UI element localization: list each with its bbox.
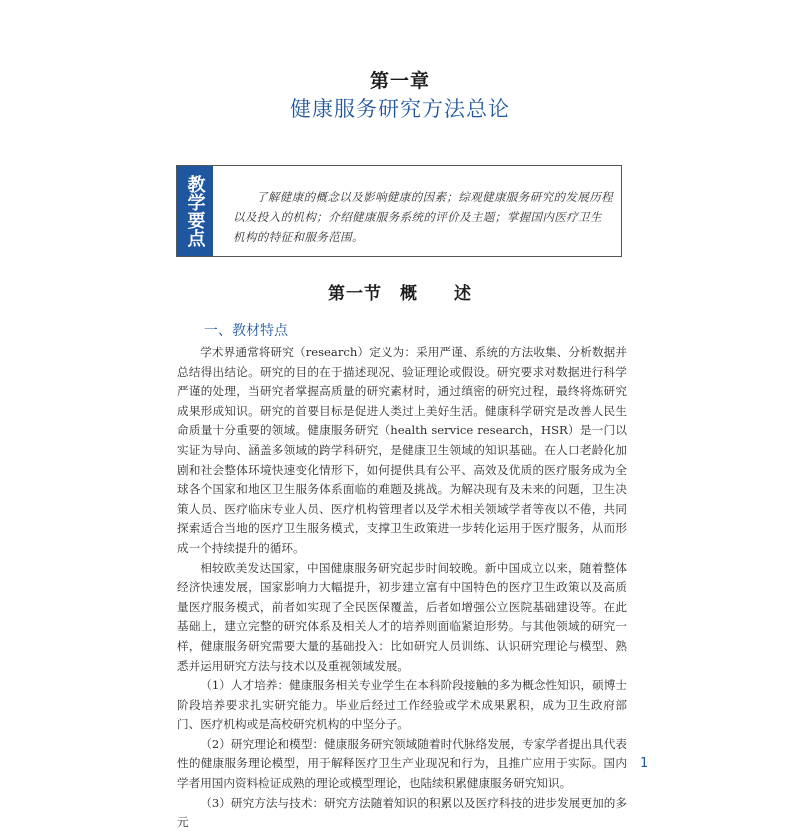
paragraph: （2）研究理论和模型：健康服务研究领域随着时代脉络发展，专家学者提出具代表性的健康服务理论模型，用于解释医疗卫生产业现况和行为，且推广应用于实际。国内学者用国内资料检证成熟的理论或模型理论，也陆续积累健康服务研究知识。 xyxy=(177,736,627,791)
paragraph: 相较欧美发达国家，中国健康服务研究起步时间较晚。新中国成立以来，随着整体经济快速发展，国家影响力大幅提升，初步建立富有中国特色的医疗卫生政策以及高质量医疗服务模式，前者如实现了全民医保覆盖，后者如增强公立医院基础建设等。在此基础上，建立完整的研究体系及相关人才的培养则面临紧迫形势。与其他领域的研究一样，健康服务研究需要大量的基础投入：比如研究人员训练、认识研究理论与模型、熟悉并运用研究方法与技术以及重视领域发展。 xyxy=(177,560,627,673)
chapter-number: 第一章 xyxy=(369,70,430,92)
paragraph: 学术界通常将研究（research）定义为：采用严谨、系统的方法收集、分析数据并总结得出结论。研究的目的在于描述现况、验证理论或假设。研究要求对数据进行科学严谨的处理，当研究者掌握高质量的研究素材时，通过缜密的研究过程，最终将炼研究成果形成知识。研究的首要目标是促进人类过上美好生活。健康科学研究是改善人民生命质量十分重要的领域。健康服务研究（health service research，HSR）是一门以实证为导向、涵盖多领域的跨学科研究，是健康卫生领域的知识基础。在人口老龄化加剧和社会整体环境快速变化情形下，如何提供具有公平、高效及优质的医疗服务成为全球各个国家和地区卫生服务体系面临的难题及挑战。为解决现有及未来的问题，卫生决策人员、医疗临床专业人员、医疗机构管理者以及学术相关领域学者等夜以不倦，共同探索适合当地的医疗卫生服务模式，支撑卫生政策进一步转化运用于医疗服务，从而形成一个持续提升的循环。 xyxy=(177,345,627,555)
section-title: 第一节 概 述 xyxy=(328,284,472,304)
subsection-heading: 一、教材特点 xyxy=(204,323,288,339)
paragraph: （3）研究方法与技术：研究方法随着知识的积累以及医疗科技的进步发展更加的多元 xyxy=(177,795,627,830)
key-points-text: 了解健康的概念以及影响健康的因素；综观健康服务研究的发展历程以及投入的机构；介绍健康服务系统的评价及主题；掌握国内医疗卫生机构的特征和服务范围。 xyxy=(233,190,613,244)
key-points-box xyxy=(176,165,622,257)
body-text xyxy=(177,343,627,833)
paragraph: （1）人才培养：健康服务相关专业学生在本科阶段接触的多为概念性知识，硕博士阶段培养要求扎实研究能力。毕业后经过工作经验或学术成果累积，成为卫生政府部门、医疗机构或是高校研究机构的中坚分子。 xyxy=(177,678,627,732)
page-number: 1 xyxy=(640,756,649,771)
chapter-title: 健康服务研究方法总论 xyxy=(290,97,510,121)
key-points-label: 教学要点 xyxy=(177,166,213,256)
